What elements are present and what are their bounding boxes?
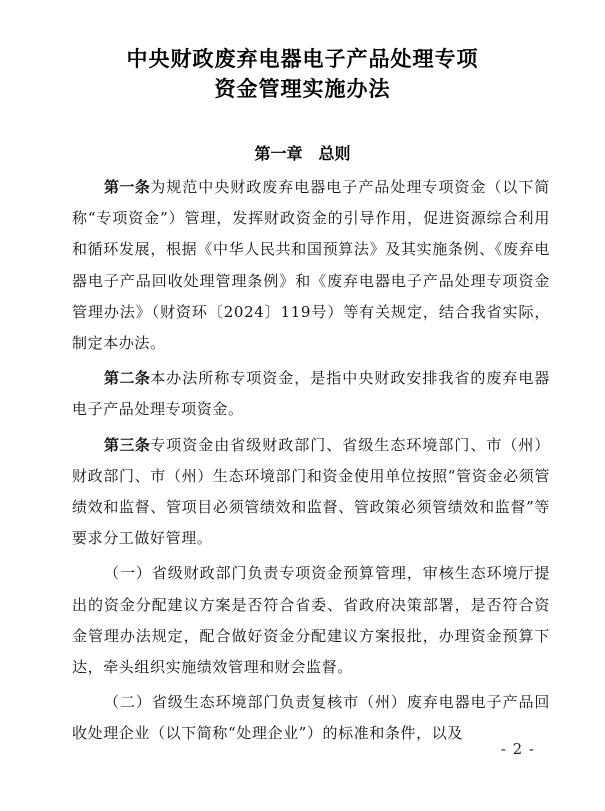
document-title xyxy=(0,44,605,104)
page-number: - 2 - xyxy=(500,740,535,758)
chapter-number: 第一章 xyxy=(254,144,303,163)
title-line-1: 中央财政废弃电器电子产品处理专项 xyxy=(126,47,479,71)
title-line-2: 资金管理实施办法 xyxy=(214,77,391,101)
article-label: 第一条 xyxy=(104,178,151,196)
article-1 xyxy=(72,172,550,359)
article-label: 第二条 xyxy=(104,369,151,388)
article-2 xyxy=(72,363,550,425)
article-3 xyxy=(72,430,550,555)
item-2: （二）省级生态环境部门负责复核市（州）废弃电器电子产品回收处理企业（以下简称“处理企业”）的标准和条件，以及 xyxy=(72,693,550,743)
article-label: 第三条 xyxy=(104,435,151,454)
document-body xyxy=(72,172,550,750)
item-1: （一）省级财政部门负责专项资金预算管理，审核生态环境厅提出的资金分配建议方案是否符合省委、省政府决策部署，是否符合资金管理办法规定，配合做好资金分配建议方案报批，办理资金预算下达，牵头组织实施绩效管理和财会监督。 xyxy=(72,564,550,677)
chapter-heading xyxy=(0,142,605,166)
article-text: 本办法所称专项资金，是指中央财政安排我省的废弃电器电子产品处理专项资金。 xyxy=(72,369,550,419)
article-text: 专项资金由省级财政部门、省级生态环境部门、市（州）财政部门、市（州）生态环境部门和资金使用单位按照“管资金必须管绩效和监督、管项目必须管绩效和监督、管政策必须管绩效和监督”等要求分工做好管理。 xyxy=(72,435,550,548)
article-text: 为规范中央财政废弃电器电子产品处理专项资金（以下简称“专项资金”）管理，发挥财政资金的引导作用，促进资源综合利用和循环发展，根据《中华人民共和国预算法》及其实施条例、《废弃电器电子产品回收处理管理条例》和《废弃电器电子产品处理专项资金管理办法》（财资环〔2024〕119号）等有关规定，结合我省实际，制定本办法。 xyxy=(72,178,550,353)
chapter-name: 总则 xyxy=(318,144,351,163)
